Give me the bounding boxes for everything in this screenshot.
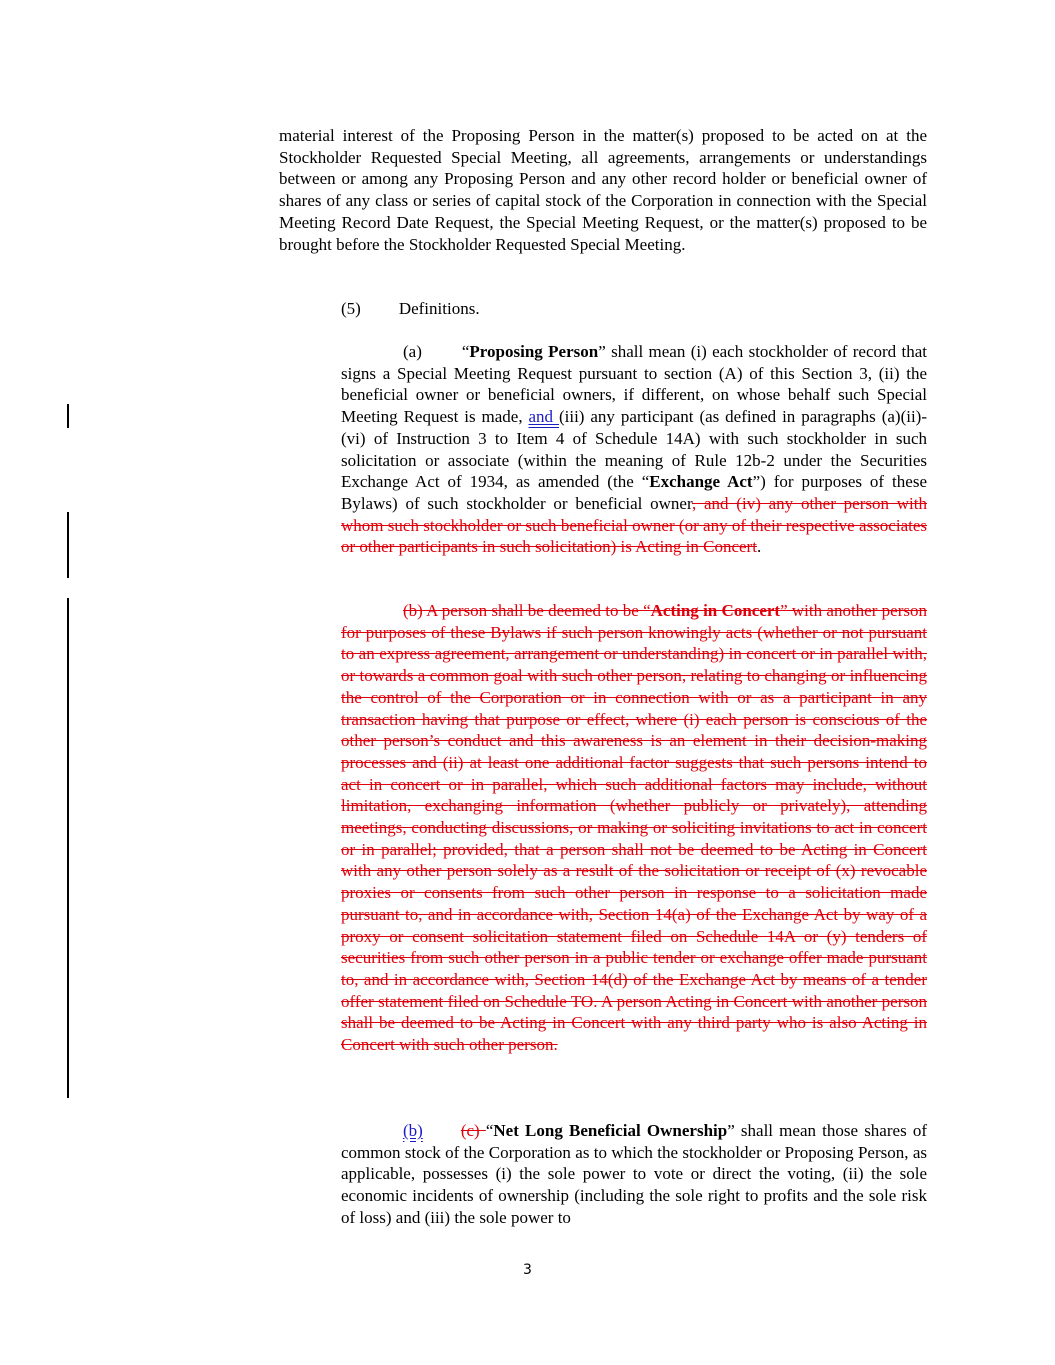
- change-bar: [67, 404, 69, 428]
- definition-b-paragraph: [341, 1120, 927, 1229]
- section-title: Definitions.: [398, 299, 480, 318]
- deleted-text: , and (iv) any other person with whom such stockholder or such beneficial owner (or any of their respective associates or other participants in such solicitation) is Acting in Concert: [341, 493, 927, 557]
- quote-mark: “: [485, 1121, 494, 1140]
- page-number: 3: [523, 1262, 532, 1278]
- inserted-label: (b): [403, 1121, 423, 1140]
- definition-label: (a): [403, 342, 422, 361]
- deleted-defined-term: Acting in Concert: [650, 601, 781, 620]
- definition-text: ” shall mean those shares of common stock of the Corporation as to which the stockholder or Proposing Person, as applicable, possesses (i) the sole power to vote or direct the voting, (ii) the sole economic incidents of ownership (including the sole right to profits and the sole risk of loss) and (iii) the sole power to: [341, 1121, 927, 1227]
- deleted-text: ” with another person for purposes of these Bylaws if such person knowingly acts (whether or not pursuant to an express agreement, arrangement or understanding) in concert or in parallel with, or towards a common goal with such other person, relating to changing or influencing the control of the Corporation or in connection with or as a participant in any transaction having that purpose or effect, where (i) each person is conscious of the other person’s conduct and this awareness is an element in their decision-making processes and (ii) at least one additional factor suggests that such persons intend to act in concert or in parallel, which such additional factors may include, without limitation, exchanging information (whether publicly or privately), attending meetings, conducting discussions, or making or soliciting invitations to act in concert or in parallel; provided, that a person shall not be deemed to be Acting in Concert with any other person solely as a result of the solicitation or receipt of (x) revocable proxies or consents from such other person in response to a solicitation made pursuant to, and in accordance with, Section 14(a) of the Exchange Act by way of a proxy or consent solicitation statement filed on Schedule 14A or (y) tenders of securities from such other person in a public tender or exchange offer made pursuant to, and in accordance with, Section 14(d) of the Exchange Act by means of a tender offer statement filed on Schedule TO. A person Acting in Concert with another person shall be deemed to be Acting in Concert with any third party who is also Acting in Concert with such other person.: [341, 601, 927, 1055]
- change-bar: [67, 598, 69, 1098]
- section-number: (5): [341, 299, 361, 318]
- deleted-label: (b): [403, 601, 423, 620]
- defined-term: Proposing Person: [469, 342, 599, 361]
- continuation-text: material interest of the Proposing Person in the matter(s) proposed to be acted on at the Stockholder Requested Special Meeting, all agreements, arrangements or understandings between or among any Proposing Person and any other record holder or beneficial owner of shares of any class or series of capital stock of the Corporation in connection with the Special Meeting Record Date Request, the Special Meeting Request, or the matter(s) proposed to be brought before the Stockholder Requested Special Meeting.: [279, 126, 927, 254]
- defined-term: Exchange Act: [649, 472, 753, 492]
- change-bar: [67, 512, 69, 578]
- quote-mark: “: [461, 342, 470, 361]
- defined-term: Net Long Beneficial Ownership: [493, 1121, 728, 1140]
- period: .: [756, 537, 762, 557]
- inserted-text: and: [528, 407, 559, 427]
- continuation-paragraph: [279, 125, 927, 255]
- definition-text: ” shall mean (i) each stockholder of record that signs a Special Meeting Request pursuant to section (A) of this Section 3, (ii) the beneficial owner or beneficial owners, if different, on whose behalf such Special Meeting Request is made,: [341, 342, 927, 427]
- deleted-text: A person shall be deemed to be “: [422, 601, 651, 620]
- deleted-definition-paragraph: [341, 600, 927, 1056]
- section-5-heading: [341, 298, 927, 320]
- definition-text: ”) for purposes of these Bylaws) of such stockholder or beneficial owner: [341, 472, 927, 513]
- definition-text: (iii) any participant (as defined in paragraphs (a)(ii)-(vi) of Instruction 3 to Item 4 of Schedule 14A) with such stockholder in such solicitation or associate (within the meaning of Rule 12b-2 under the Securities Exchange Act of 1934, as amended (the “: [341, 407, 928, 492]
- definition-a-paragraph: [341, 341, 927, 558]
- deleted-label: (c): [460, 1121, 486, 1140]
